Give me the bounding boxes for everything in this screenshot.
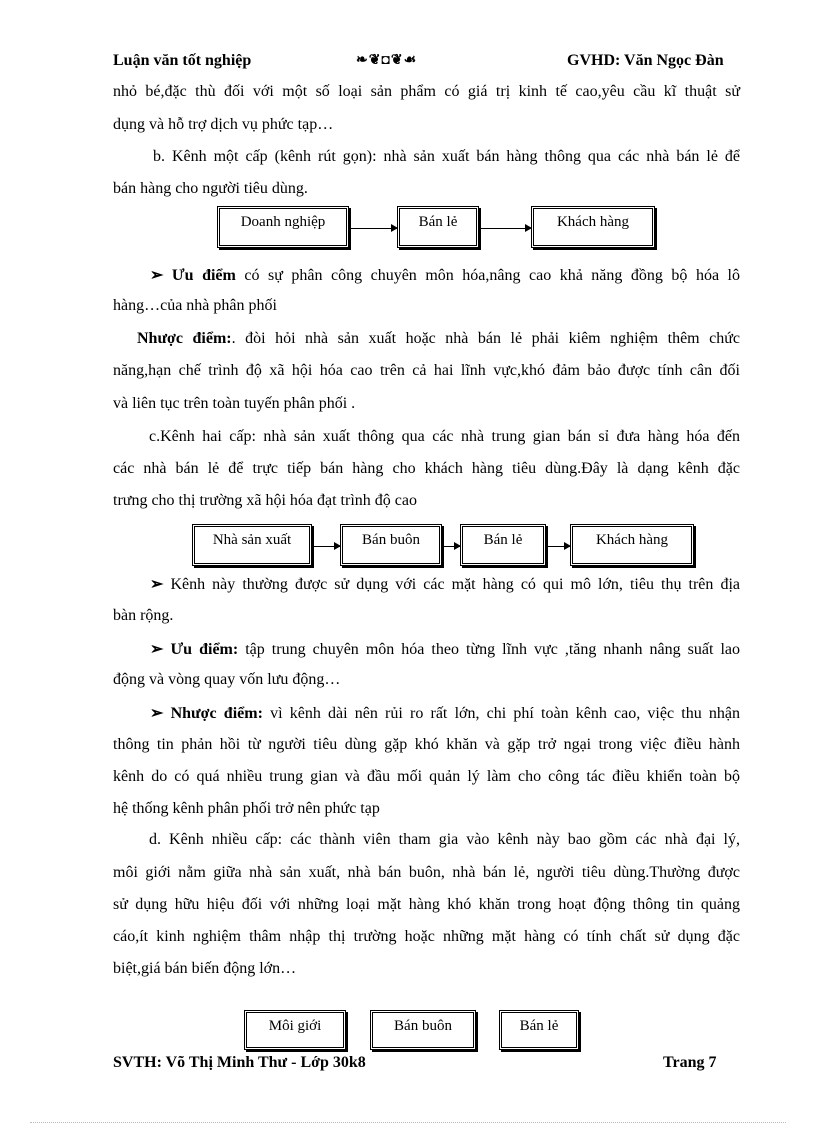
text-line: b. Kênh một cấp (kênh rút gọn): nhà sản xuất bán hàng thông qua các nhà bán lẻ để (153, 148, 740, 165)
text-line: bán hàng cho người tiêu dùng. (113, 180, 308, 197)
text-line: kênh do có quá nhiều trung gian và đầu mối quản lý làm cho công tác điều khiển toàn bộ (113, 768, 740, 785)
arrow (546, 546, 570, 547)
text-line: sử dụng hữu hiệu đối với những loại mặt hàng khó khăn trong hoạt động thông tin quảng (113, 896, 740, 913)
text-line: hàng…của nhà phân phối (113, 297, 277, 314)
text-line: ➢ Nhược điểm: vì kênh dài nên rủi ro rất lớn, chi phí toàn kênh cao, việc thu nhận (150, 705, 740, 722)
header-right: GVHD: Văn Ngọc Đàn (567, 52, 724, 69)
arrow (312, 546, 340, 547)
diagram-box-moi-gioi: Môi giới (244, 1010, 346, 1050)
diagram-box-ban-le: Bán lẻ (397, 206, 479, 248)
footer-right: Trang 7 (663, 1054, 717, 1071)
text-line: d. Kênh nhiều cấp: các thành viên tham gia vào kênh này bao gồm các nhà đại lý, (149, 831, 740, 848)
arrow (479, 228, 531, 229)
bullet-icon: ➢ (150, 705, 164, 722)
text-line: năng,hạn chế trình độ xã hội hóa cao trên cả hai lĩnh vực,khó đảm bảo được tính cân đối (113, 362, 740, 379)
bullet-icon: ➢ (150, 267, 164, 284)
diagram-box-doanh-nghiep: Doanh nghiệp (217, 206, 349, 248)
footer-left: SVTH: Võ Thị Minh Thư - Lớp 30k8 (113, 1054, 366, 1071)
diagram-box-ban-le: Bán lẻ (460, 524, 546, 566)
text-line: ➢ Kênh này thường được sử dụng với các mặt hàng có qui mô lớn, tiêu thụ trên địa (150, 576, 741, 593)
text-line: ➢ Ưu điểm: tập trung chuyên môn hóa theo từng lĩnh vực ,tăng nhanh nâng suất lao (150, 641, 741, 658)
text-line: môi giới nằm giữa nhà sản xuất, nhà bán buôn, nhà bán lẻ, người tiêu dùng.Thường được (113, 864, 740, 881)
text-line: Nhược điểm:. đòi hỏi nhà sản xuất hoặc nhà bán lẻ phải kiêm nghiệm thêm chức (137, 330, 741, 347)
diagram-box-khach-hang: Khách hàng (531, 206, 655, 248)
bullet-icon: ➢ (150, 641, 164, 658)
diagram-box-nha-san-xuat: Nhà sản xuất (192, 524, 312, 566)
text-line: và liên tục trên toàn tuyến phân phối . (113, 395, 356, 412)
text-line: hệ thống kênh phân phối trở nên phức tạp (113, 800, 380, 817)
arrow (349, 228, 397, 229)
text-line: biệt,giá bán biến động lớn… (113, 960, 297, 977)
diagram-box-ban-le: Bán lẻ (499, 1010, 579, 1050)
text-line: cáo,ít kinh nghiệm thâm nhập thị trường hoặc những mặt hàng có tính chất sử dụng đặc (113, 928, 740, 945)
text-line: trưng cho thị trường xã hội hóa đạt trình độ cao (113, 492, 417, 509)
header-left: Luận văn tốt nghiệp (113, 52, 252, 69)
arrow (442, 546, 460, 547)
diagram-box-ban-buon: Bán buôn (340, 524, 442, 566)
diagram-box-ban-buon: Bán buôn (370, 1010, 476, 1050)
text-line: bàn rộng. (113, 607, 174, 624)
diagram-box-khach-hang: Khách hàng (570, 524, 694, 566)
text-line: nhỏ bé,đặc thù đối với một số loại sản phẩm có giá trị kinh tế cao,yêu cầu kĩ thuật sử (113, 83, 740, 100)
bullet-icon: ➢ (150, 576, 164, 593)
text-line: c.Kênh hai cấp: nhà sản xuất thông qua các nhà trung gian bán sỉ đưa hàng hóa đến (149, 428, 740, 445)
text-line: động và vòng quay vốn lưu động… (113, 671, 341, 688)
text-line: ➢ Ưu điểm có sự phân công chuyên môn hóa,nâng cao khả năng đồng bộ hóa lô (150, 267, 741, 284)
text-line: thông tin phản hồi từ người tiêu dùng gặp khó khăn và gặp trở ngại trong việc điều hành (113, 736, 740, 753)
header-ornament: ❧❦◘❦☙ (356, 53, 418, 68)
text-line: các nhà bán lẻ để trực tiếp bán hàng cho khách hàng tiêu dùng.Đây là dạng kênh đặc (113, 460, 740, 477)
text-line: dụng và hỗ trợ dịch vụ phức tạp… (113, 116, 334, 133)
